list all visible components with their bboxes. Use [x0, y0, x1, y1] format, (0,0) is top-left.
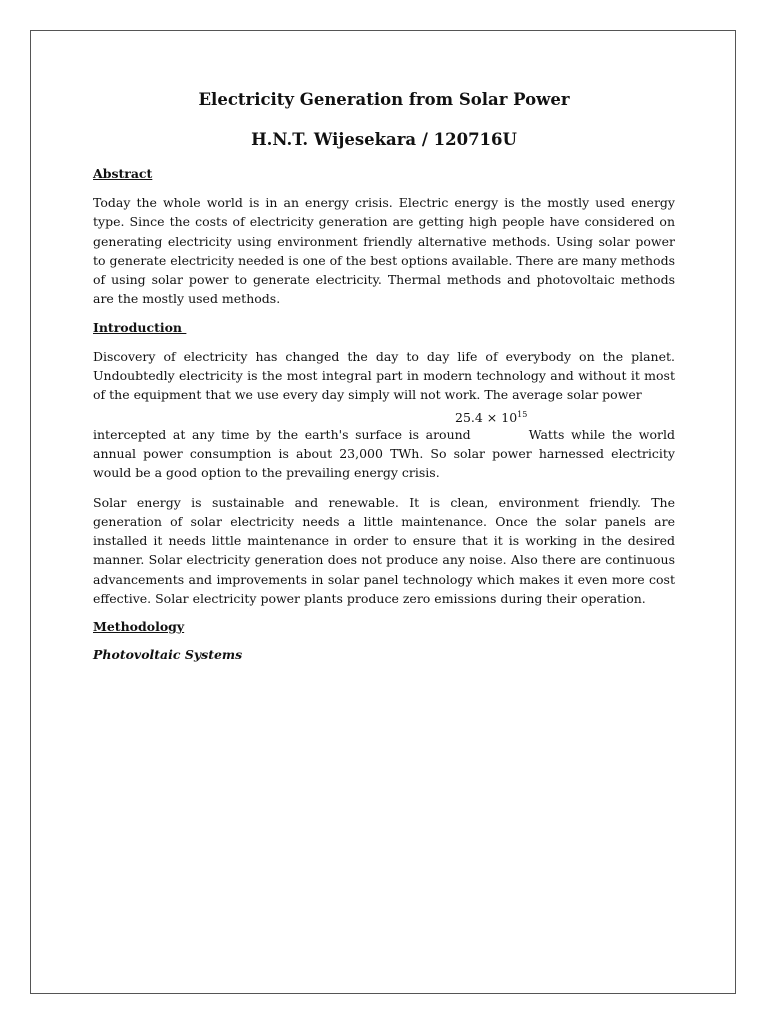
intro-para1-part2: [93, 425, 675, 483]
introduction-paragraph-2: Solar energy is sustainable and renewable. It is clean, environment friendly. The generation of solar electricity needs a little maintenance. Once the solar panels are installed it needs little maintenance in order to ensure that it is working in the desired manner. Solar electricity generation does not produce any noise. Also there are continuous advancements and improvements in solar panel technology which makes it even more cost effective. Solar electricity power plants produce zero emissions during their operation.: [93, 494, 675, 607]
document-body: [93, 89, 675, 664]
intro-para1-part2-after: Watts while the world annual power consumption is about 23,000 TWh. So solar power harnessed electricity would be a good option to the prevailing energy crisis.: [93, 426, 675, 481]
abstract-paragraph: Today the whole world is in an energy crisis. Electric energy is the mostly used energy type. Since the costs of electricity generation are getting high people have considered on generating electricity using environment friendly alternative methods. Using solar power to generate electricity needed is one of the best options available. There are many methods of using solar power to generate electricity. Thermal methods and photovoltaic methods are the mostly used methods.: [93, 195, 675, 307]
introduction-heading: Introduction: [93, 319, 187, 335]
intro-para1-part2-before: intercepted at any time by the earth's surface is around: [93, 426, 471, 442]
intro-para1-part1: Discovery of electricity has changed the day to day life of everybody on the planet. Undoubtedly electricity is the most integral part in modern technology and without it most of the equipment that we use every day simply will not work. The average solar power: [93, 348, 675, 403]
formula-exponent: 15: [517, 409, 528, 419]
document-title: Electricity Generation from Solar Power: [198, 90, 570, 109]
formula-base: 25.4 × 10: [455, 409, 518, 425]
methodology-heading: Methodology: [93, 619, 185, 635]
document-author: H.N.T. Wijesekara / 120716U: [251, 130, 517, 149]
abstract-heading: Abstract: [93, 166, 153, 181]
photovoltaic-subheading: Photovoltaic Systems: [93, 647, 243, 663]
solar-power-formula: [455, 405, 527, 428]
introduction-paragraph-1: [93, 347, 675, 483]
formula-line: [93, 405, 675, 425]
